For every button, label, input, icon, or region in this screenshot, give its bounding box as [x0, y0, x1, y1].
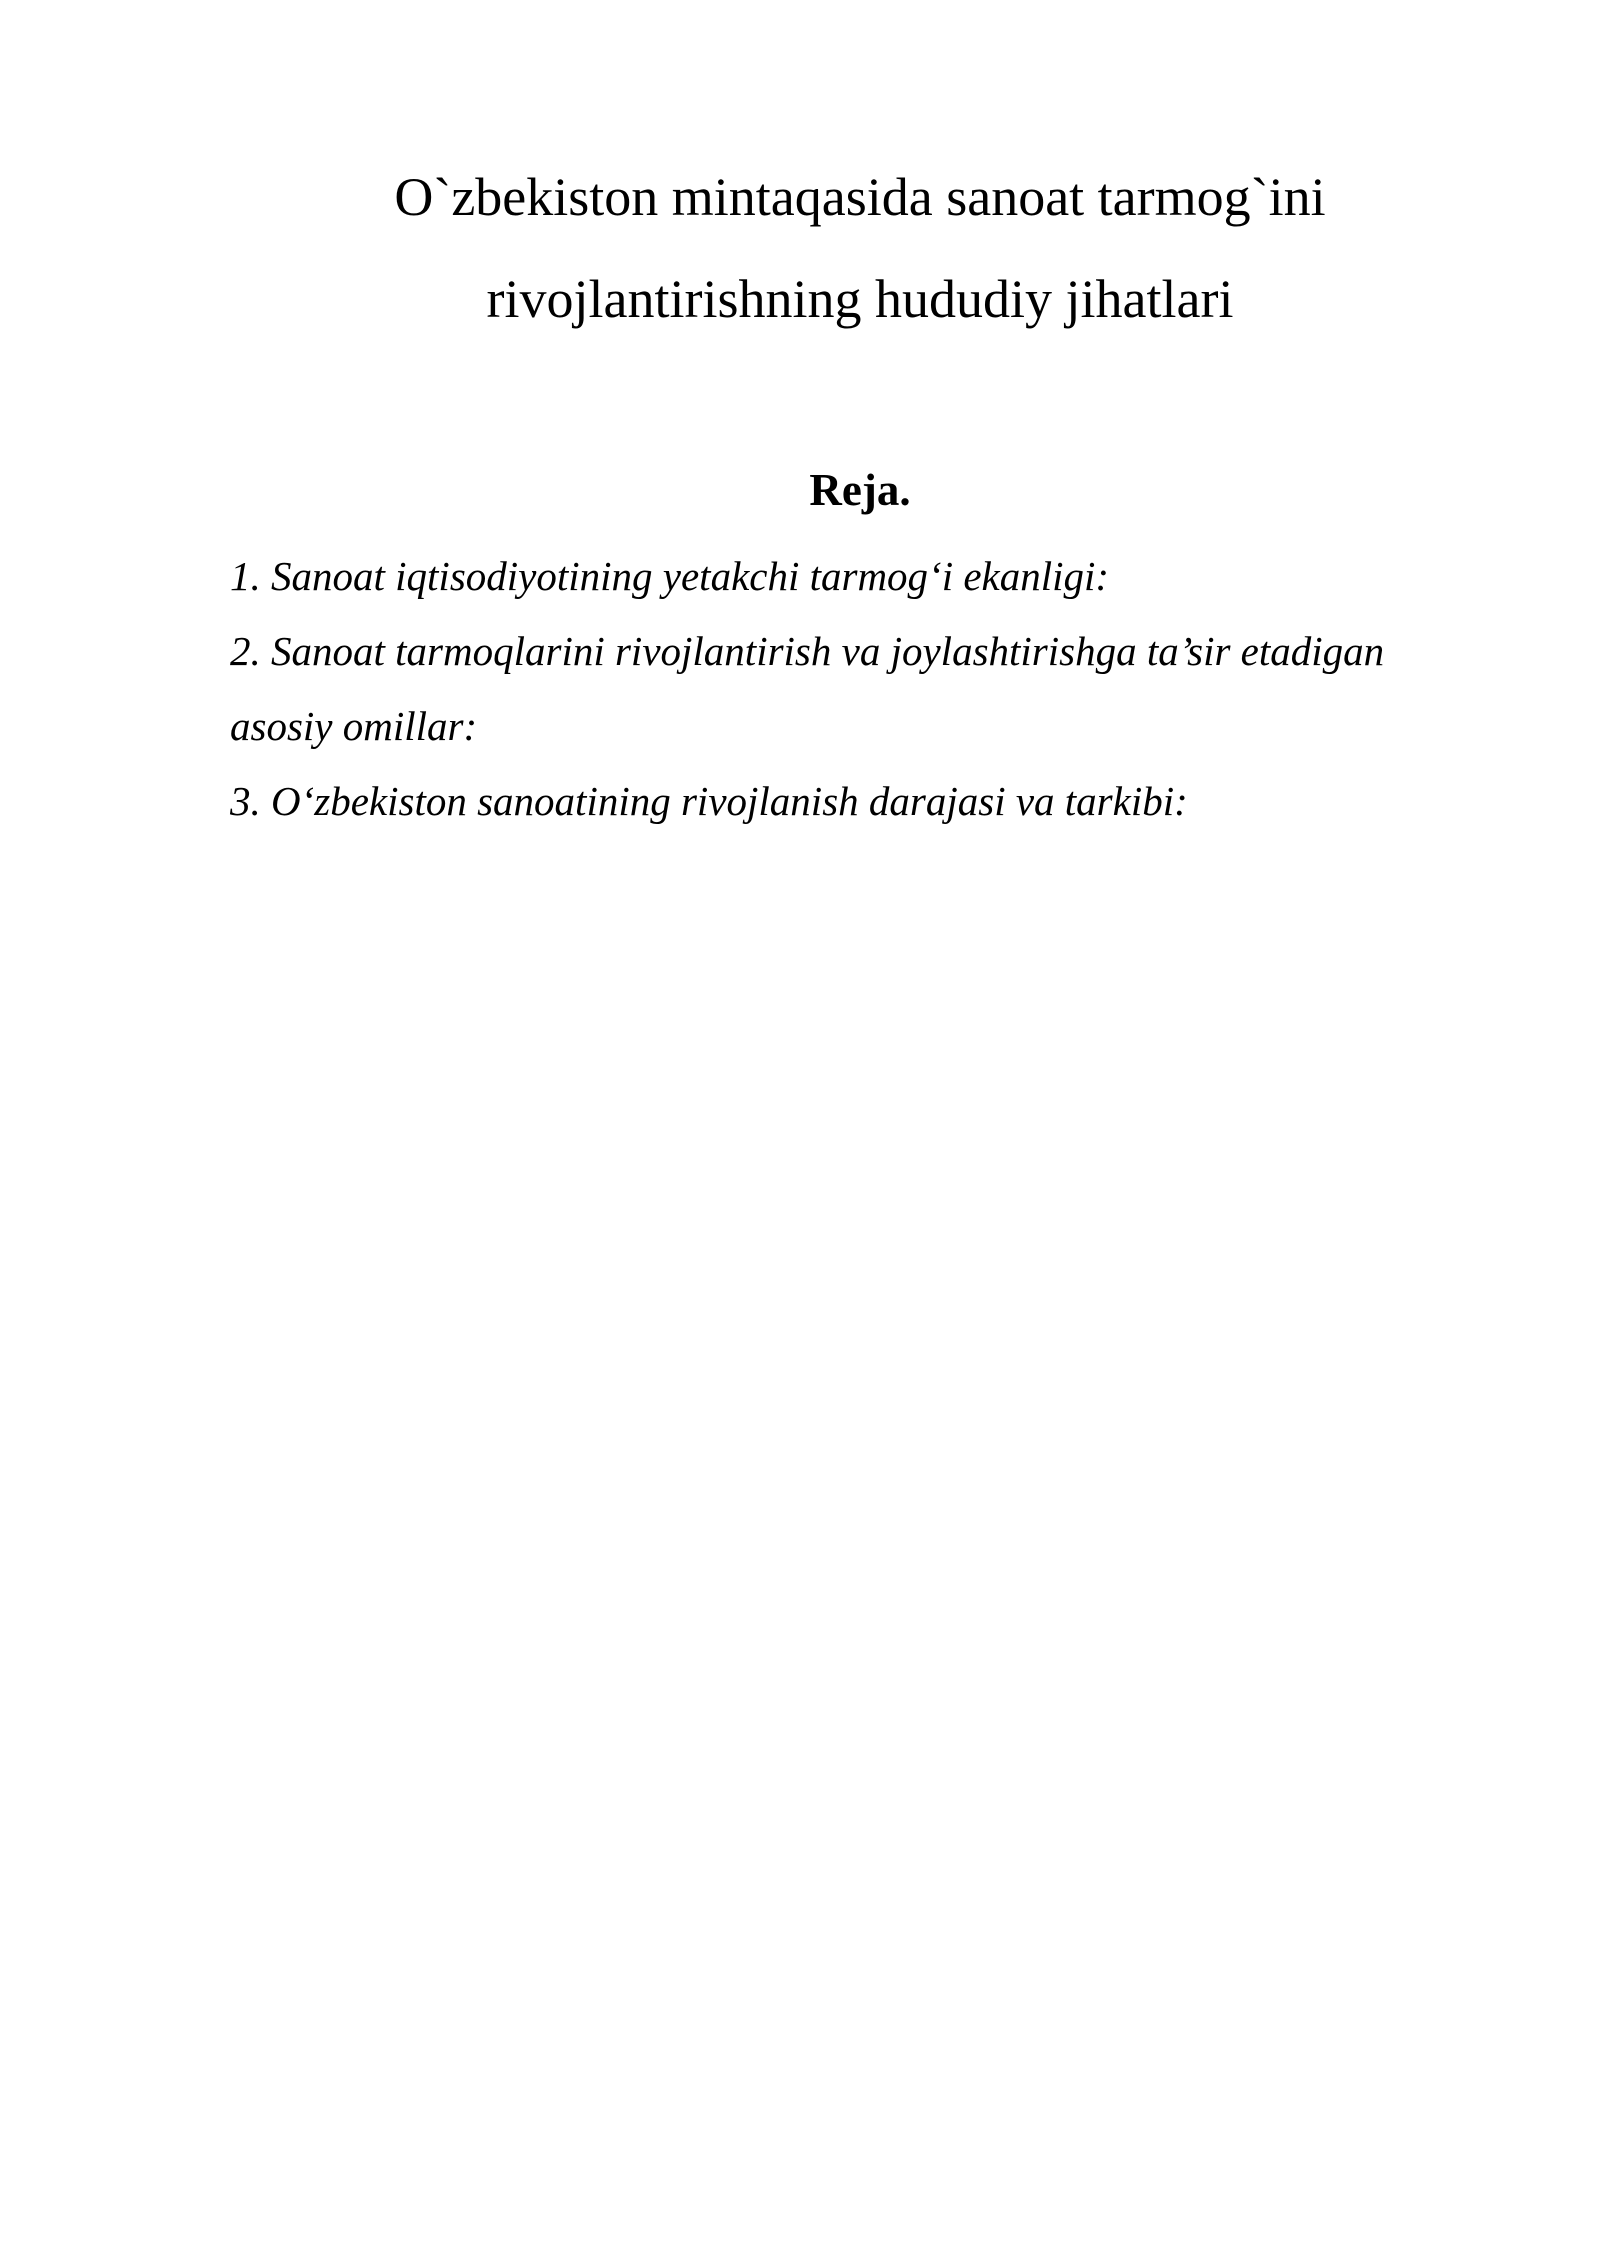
plan-item-2-text-line-1: 2. Sanoat tarmoqlarini rivojlantirish va joylashtirishga ta’sir etadigan: [230, 628, 1385, 674]
plan-item-1: [230, 539, 1490, 614]
plan-heading: Reja.: [809, 465, 911, 515]
document-title-line-2: rivojlantirishning hududiy jihatlari: [486, 269, 1234, 329]
document-title-line-1: O`zbekiston mintaqasida sanoat tarmog`ini: [394, 167, 1326, 227]
plan-list: [230, 539, 1490, 839]
plan-item-2-text-line-2: asosiy omillar:: [230, 703, 478, 749]
plan-item-3-text: 3. O‘zbekiston sanoatining rivojlanish darajasi va tarkibi:: [230, 778, 1188, 824]
plan-item-3: [230, 764, 1490, 839]
document-title: [230, 146, 1490, 350]
plan-item-2: [230, 614, 1490, 764]
plan-item-1-text: 1. Sanoat iqtisodiyotining yetakchi tarmog‘i ekanligi:: [230, 553, 1110, 599]
